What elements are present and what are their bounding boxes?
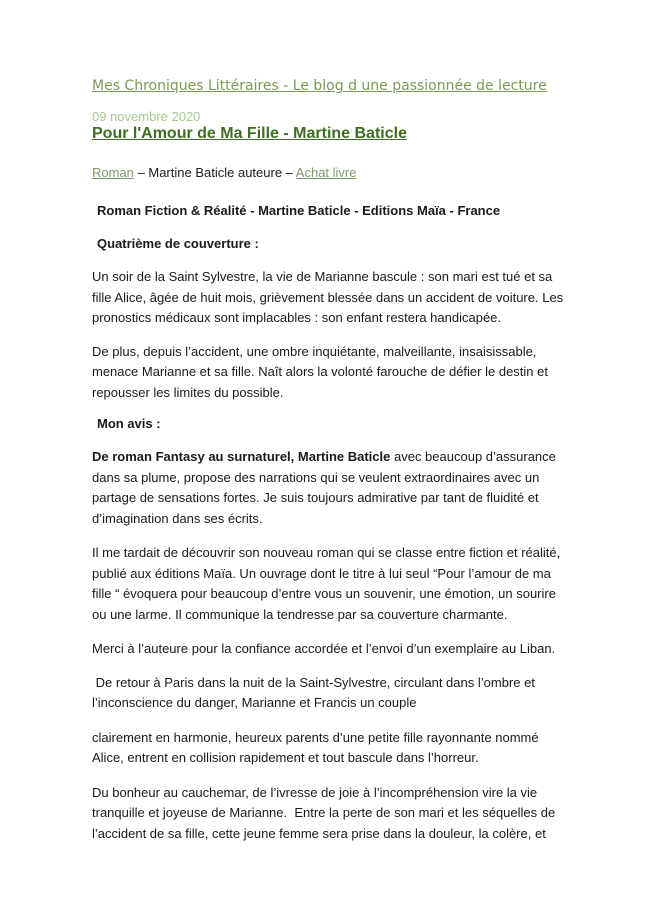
post-date: 09 novembre 2020 (92, 109, 201, 124)
post-categories (92, 164, 572, 182)
category-separator: – Martine Baticle auteure – (133, 165, 296, 180)
opinion-lead-rest: avec beaucoup d’assurance (390, 449, 556, 464)
review-paragraph-5 (92, 783, 572, 845)
review-paragraph-2 (92, 639, 572, 660)
review-paragraph-1 (92, 543, 572, 625)
text-line: menace Marianne et sa fille. Naît alors la volonté farouche de défier le destin et (92, 364, 548, 379)
text-line: publié aux éditions Maïa. Un ouvrage dont le titre à lui seul “Pour l’amour de ma (92, 565, 551, 581)
text-line: fille “ évoquera pour beaucoup d’entre vous un souvenir, une émotion, un sourire (92, 586, 556, 601)
text-line: d’imagination dans ses écrits. (92, 510, 263, 526)
blog-title-link[interactable]: Mes Chroniques Littéraires - Le blog d une passionnée de lecture (92, 78, 547, 94)
opinion-bold-lead: De roman Fantasy au surnaturel, Martine Baticle (92, 449, 391, 464)
post-title-link[interactable]: Pour l'Amour de Ma Fille - Martine Baticle (92, 125, 407, 142)
text-line: repousser les limites du possible. (92, 384, 284, 400)
review-paragraph-3 (92, 673, 572, 714)
text-line: l’inconscience du danger, Marianne et Francis un couple (92, 695, 417, 710)
text-line: Merci à l’auteure pour la confiance accordée et l’envoi d’un exemplaire au Liban. (92, 641, 556, 656)
back-cover-heading: Quatrième de couverture : (97, 236, 259, 251)
text-line: pronostics médicaux sont implacables : son enfant restera handicapée. (92, 310, 502, 325)
text-line: clairement en harmonie, heureux parents d’une petite fille rayonnante nommé (92, 729, 539, 745)
post-subtitle: Roman Fiction & Réalité - Martine Baticle - Editions Maïa - France (97, 203, 501, 218)
review-paragraph-4 (92, 728, 572, 769)
text-line: tranquille et joyeuse de Marianne. Entre la perte de son mari et les séquelles de (92, 805, 556, 820)
text-line: Alice, entrent en collision rapidement et tout bascule dans l’horreur. (92, 750, 479, 765)
blog-page (92, 76, 572, 844)
text-line: Un soir de la Saint Sylvestre, la vie de Marianne bascule : son mari est tué et sa (92, 269, 553, 284)
text-line: De retour à Paris dans la nuit de la Saint-Sylvestre, circulant dans l’ombre et (92, 674, 535, 690)
opinion-paragraph (92, 447, 572, 529)
text-line (92, 447, 572, 468)
category-link-achat-livre[interactable]: Achat livre (295, 165, 357, 180)
text-line: Du bonheur au cauchemar, de l’ivresse de joie à l’incompréhension vire la vie (92, 784, 538, 800)
text-line: Il me tardait de découvrir son nouveau roman qui se classe entre fiction et réalité, (92, 545, 561, 560)
back-cover-paragraph-1 (92, 267, 572, 329)
category-link-roman[interactable]: Roman (92, 165, 134, 180)
back-cover-paragraph-2 (92, 342, 572, 404)
opinion-heading: Mon avis : (97, 416, 161, 431)
text-line: dans sa plume, propose des narrations qui se veulent extraordinaires avec un (92, 469, 540, 485)
text-line: ou une larme. Il communique la tendresse par sa couverture charmante. (92, 606, 508, 622)
text-line: fille Alice, âgée de huit mois, grièvement blessée dans un accident de voiture. Les (92, 289, 564, 305)
text-line: partage de sensations fortes. Je suis toujours admirative par tant de fluidité et (92, 490, 539, 505)
text-line: l’accident de sa fille, cette jeune femme sera prise dans la douleur, la colère, et (92, 825, 546, 841)
text-line: De plus, depuis l’accident, une ombre inquiétante, malveillante, insaisissable, (92, 343, 537, 359)
